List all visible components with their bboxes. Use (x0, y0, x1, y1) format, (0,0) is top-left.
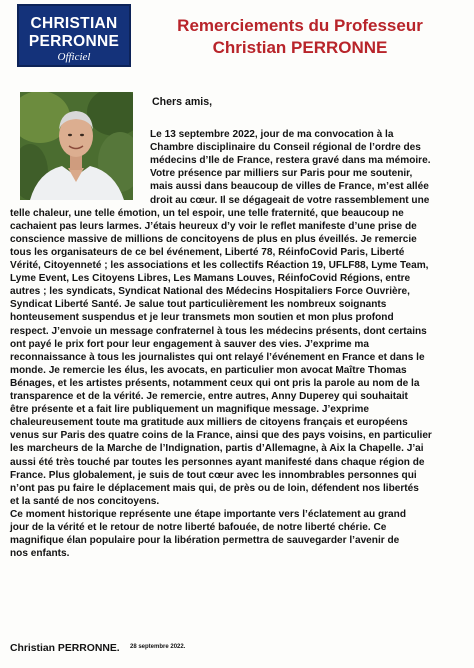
greeting: Chers amis, (152, 96, 213, 108)
letter-line: honteusement suspendus et je leur transmets mon soutien et mon plus profond (10, 312, 394, 324)
letter-line: Lyme Event, Les Citoyens Libres, Les Mamans Louves, RéinfoCovid Régions, entre (10, 273, 411, 285)
letter-line: cachaient pas leurs larmes. J’étais heureux d’y voir le reflet manifeste d’une prise de (10, 220, 417, 232)
letter-line: les marcheurs de la Marche de l’Indignation, partis d’Allemagne, à Aix la Chapelle. J’ai (10, 443, 424, 455)
letter-line: aussi été très touché par toutes les personnes ayant manifesté dans chaque région de (10, 456, 425, 468)
letter-line: reconnaissance à tous les journalistes qui ont relayé l’événement en France et dans le (10, 351, 425, 363)
letter-line: monde. Je remercie les élus, les avocats, en particulier mon avocat Maître Thomas (10, 364, 407, 376)
letter-line: Chambre disciplinaire du Conseil régional de l’ordre des (150, 142, 421, 154)
letter-line: respect. J’envoie un message confraternel à tous les médecins présents, dont certains (10, 325, 427, 337)
letter-line: droit au cœur. Il se dégageait de votre rassemblement une (150, 194, 430, 206)
letter-line: nos enfants. (10, 548, 70, 560)
portrait-photo (20, 92, 133, 200)
signature-date: 28 septembre 2022. (130, 644, 186, 650)
letter-line: et la santé de nos concitoyens. (10, 495, 160, 507)
letter-line: telle chaleur, une telle émotion, un tel espoir, une telle fraternité, que beaucoup ne (10, 207, 404, 219)
letter-line: ont payé le prix fort pour leur engagement à sauver des vies. J’exprime ma (10, 338, 370, 350)
letter-line: autres ; les syndicats, Syndicat National des Médecins Hospitaliers Force Ouvrière, (10, 286, 410, 298)
logo (17, 4, 131, 67)
logo-line-1: CHRISTIAN (30, 15, 118, 32)
title-line-2: Christian PERRONNE (212, 38, 388, 57)
letter-line: mais aussi dans beaucoup de villes de France, m’est allée (150, 181, 429, 193)
page-title (150, 15, 450, 59)
letter-line: n’ont pas pu faire le déplacement mais qui, de près ou de loin, défendent nos libertés (10, 482, 419, 494)
letter-line: venus sur Paris des quatre coins de la France, ainsi que des pays voisins, en particulier (10, 430, 432, 442)
letter-line: France. Plus globalement, je suis de tout cœur avec les innombrables personnes qui (10, 469, 417, 481)
letter-line: Bénages, et les artistes présents, notamment ceux qui ont pris la parole au nom de la (10, 377, 420, 389)
letter-line: être présente et a fait lire publiquement un magnifique message. J’exprime (10, 404, 369, 416)
letter-line: transparence et de la vérité. Je remercie, entre autres, Anny Duperey qui souhaitait (10, 391, 408, 402)
letter-line: chaleureusement toute ma gratitude aux milliers de citoyens français et européens (10, 417, 408, 429)
letter-line: Votre présence par milliers sur Paris pour me soutenir, (150, 168, 413, 180)
letter-line: Vérité, Citoyenneté ; les associations et les collectifs Réaction 19, UFLF88, Lyme Team, (10, 260, 429, 271)
letter-line: Le 13 septembre 2022, jour de ma convocation à la (150, 129, 394, 140)
logo-line-3: Officiel (57, 51, 91, 63)
letter-line: Ce moment historique représente une étape importante vers l’éclatement au grand (10, 508, 407, 520)
letter-line: conscience massive de millions de concitoyens de plus en plus éveillés. Je remercie (10, 233, 417, 245)
letter-line: médecins d’Ile de France, restera gravé dans ma mémoire. (150, 155, 431, 167)
letter-line: magnifique élan populaire pour la libération permettra de sauvegarder l’avenir de (10, 535, 400, 547)
letter-line: jour de la vérité et le retour de notre liberté bafouée, de notre liberté chérie. Ce (10, 522, 387, 533)
letter-line: Syndicat Liberté Santé. Je salue tout particulièrement les nombreux soignants (10, 299, 387, 311)
logo-line-2: PERRONNE (28, 33, 120, 50)
signature: Christian PERRONNE. (10, 643, 120, 654)
letter-line: tous les organisateurs de ce bel événement, Liberté 78, RéinfoCovid Paris, Liberté (10, 246, 405, 258)
title-line-1: Remerciements du Professeur (177, 16, 423, 35)
